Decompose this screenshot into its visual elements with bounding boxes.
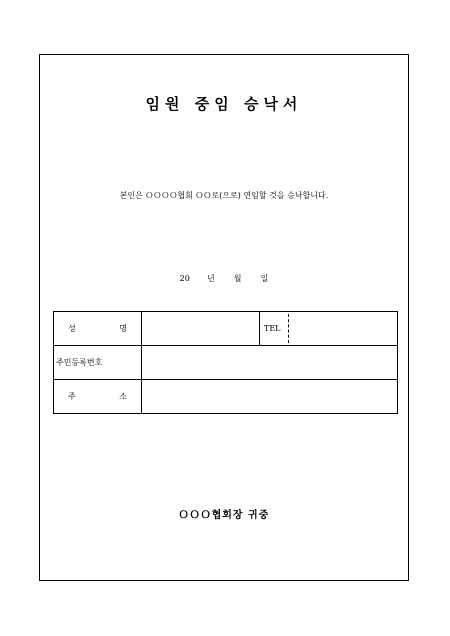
address-label-char-2: 소 xyxy=(119,392,127,401)
date-day-unit: 일 xyxy=(260,274,269,283)
tel-divider xyxy=(288,314,289,343)
name-value-field[interactable] xyxy=(142,312,260,346)
date-month-unit: 월 xyxy=(233,274,242,283)
date-line xyxy=(40,273,408,284)
name-label-char-1: 성 xyxy=(68,324,76,333)
date-year-unit: 년 xyxy=(206,274,215,283)
name-label-char-2: 명 xyxy=(119,324,127,333)
name-label-cell xyxy=(54,312,142,346)
address-label-cell xyxy=(54,380,142,414)
date-year-prefix: 20 xyxy=(179,274,190,283)
tel-field[interactable] xyxy=(260,312,398,346)
applicant-info-table xyxy=(53,311,398,414)
tel-label: TEL xyxy=(264,324,281,333)
address-label-char-1: 주 xyxy=(68,392,76,401)
consent-statement: 본인은 ＯＯＯＯ협회 ＯＯ로(으로) 연임할 것을 승낙합니다. xyxy=(119,191,329,200)
table-row-address xyxy=(54,380,398,414)
address-value-field[interactable] xyxy=(142,380,398,414)
resident-number-label: 주민등록번호 xyxy=(56,358,103,367)
table-row-name xyxy=(54,312,398,346)
recipient-line: ＯＯＯ협회장 귀중 xyxy=(178,510,270,521)
resident-number-label-cell xyxy=(54,346,142,380)
table-row-resident-number xyxy=(54,346,398,380)
document-title: 임원 중임 승낙서 xyxy=(145,95,303,113)
resident-number-value-field[interactable] xyxy=(142,346,398,380)
page-frame xyxy=(39,54,409,581)
